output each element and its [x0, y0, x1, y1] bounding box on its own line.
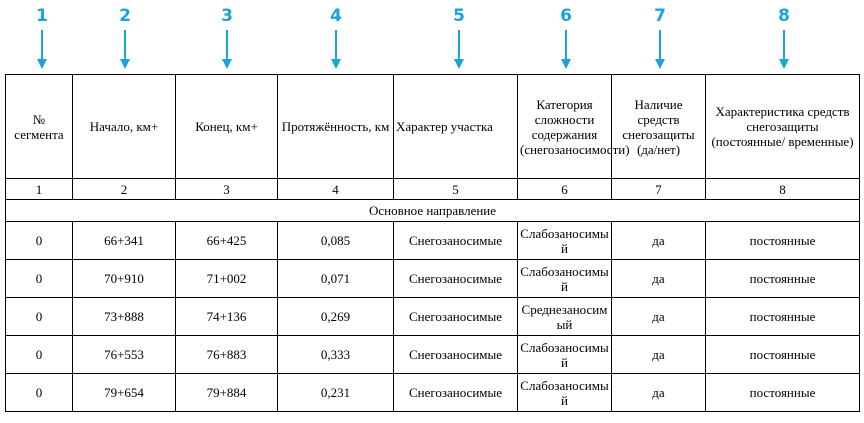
- cell-end-km: 74+136: [176, 298, 278, 336]
- header-start-km: Начало, км+: [73, 75, 176, 179]
- cell-protection-presence: да: [612, 298, 706, 336]
- cell-difficulty-category: Слабозаносимый: [518, 260, 612, 298]
- column-marker-7: [645, 6, 675, 70]
- cell-segment-number: 0: [6, 222, 73, 260]
- arrow-down-icon: [560, 30, 572, 70]
- cell-end-km: 79+884: [176, 374, 278, 412]
- table-row: [6, 260, 860, 298]
- cell-protection-characteristic: постоянные: [706, 374, 860, 412]
- cell-start-km: 76+553: [73, 336, 176, 374]
- column-marker-number: 8: [778, 6, 790, 26]
- arrow-down-icon: [330, 30, 342, 70]
- column-marker-2: [110, 6, 140, 70]
- section-row: [6, 200, 860, 222]
- header-protection-characteristic: Характеристика средств снегозащиты (постоянные/ временные): [706, 75, 860, 179]
- column-number: 2: [73, 179, 176, 200]
- column-marker-number: 4: [330, 6, 342, 26]
- cell-start-km: 73+888: [73, 298, 176, 336]
- cell-start-km: 70+910: [73, 260, 176, 298]
- cell-section-type: Снегозаносимые: [394, 298, 518, 336]
- arrow-down-icon: [453, 30, 465, 70]
- column-number: 4: [278, 179, 394, 200]
- cell-protection-characteristic: постоянные: [706, 222, 860, 260]
- column-marker-6: [551, 6, 581, 70]
- cell-length-km: 0,231: [278, 374, 394, 412]
- column-marker-8: [769, 6, 799, 70]
- column-number-row: [6, 179, 860, 200]
- cell-segment-number: 0: [6, 336, 73, 374]
- column-marker-1: [27, 6, 57, 70]
- cell-length-km: 0,085: [278, 222, 394, 260]
- cell-protection-presence: да: [612, 222, 706, 260]
- cell-difficulty-category: Среднезаносимый: [518, 298, 612, 336]
- table-row: [6, 298, 860, 336]
- column-number: 1: [6, 179, 73, 200]
- column-marker-number: 2: [119, 6, 131, 26]
- cell-length-km: 0,269: [278, 298, 394, 336]
- section-title: Основное направление: [6, 200, 860, 222]
- cell-protection-characteristic: постоянные: [706, 260, 860, 298]
- column-marker-number: 1: [36, 6, 48, 26]
- cell-difficulty-category: Слабозаносимый: [518, 336, 612, 374]
- column-number: 5: [394, 179, 518, 200]
- column-marker-number: 6: [560, 6, 572, 26]
- cell-start-km: 79+654: [73, 374, 176, 412]
- header-difficulty-category: Категория сложности содержания (снегозаносимости): [518, 75, 612, 179]
- arrow-down-icon: [221, 30, 233, 70]
- table-row: [6, 222, 860, 260]
- cell-segment-number: 0: [6, 260, 73, 298]
- cell-length-km: 0,333: [278, 336, 394, 374]
- cell-difficulty-category: Слабозаносимый: [518, 222, 612, 260]
- cell-end-km: 66+425: [176, 222, 278, 260]
- column-markers: [0, 0, 864, 74]
- cell-protection-characteristic: постоянные: [706, 298, 860, 336]
- arrow-down-icon: [119, 30, 131, 70]
- table-row: [6, 336, 860, 374]
- snow-protection-table: [5, 74, 860, 412]
- column-number: 8: [706, 179, 860, 200]
- cell-end-km: 71+002: [176, 260, 278, 298]
- cell-segment-number: 0: [6, 374, 73, 412]
- column-marker-number: 3: [221, 6, 233, 26]
- header-section-type: Характер участка: [394, 75, 518, 179]
- cell-protection-characteristic: постоянные: [706, 336, 860, 374]
- table-row: [6, 374, 860, 412]
- table-header-row: [6, 75, 860, 179]
- column-marker-number: 7: [654, 6, 666, 26]
- cell-section-type: Снегозаносимые: [394, 374, 518, 412]
- arrow-down-icon: [654, 30, 666, 70]
- column-marker-4: [321, 6, 351, 70]
- arrow-down-icon: [36, 30, 48, 70]
- column-marker-3: [212, 6, 242, 70]
- cell-end-km: 76+883: [176, 336, 278, 374]
- cell-section-type: Снегозаносимые: [394, 260, 518, 298]
- cell-section-type: Снегозаносимые: [394, 336, 518, 374]
- column-number: 3: [176, 179, 278, 200]
- arrow-down-icon: [778, 30, 790, 70]
- cell-protection-presence: да: [612, 336, 706, 374]
- cell-length-km: 0,071: [278, 260, 394, 298]
- column-marker-number: 5: [453, 6, 465, 26]
- cell-protection-presence: да: [612, 260, 706, 298]
- cell-difficulty-category: Слабозаносимый: [518, 374, 612, 412]
- header-end-km: Конец, км+: [176, 75, 278, 179]
- column-number: 6: [518, 179, 612, 200]
- header-length-km: Протяжённость, км: [278, 75, 394, 179]
- cell-start-km: 66+341: [73, 222, 176, 260]
- header-protection-presence: Наличие средств снегозащиты (да/нет): [612, 75, 706, 179]
- column-number: 7: [612, 179, 706, 200]
- column-marker-5: [444, 6, 474, 70]
- cell-section-type: Снегозаносимые: [394, 222, 518, 260]
- cell-protection-presence: да: [612, 374, 706, 412]
- cell-segment-number: 0: [6, 298, 73, 336]
- header-segment-number: № сегмента: [6, 75, 73, 179]
